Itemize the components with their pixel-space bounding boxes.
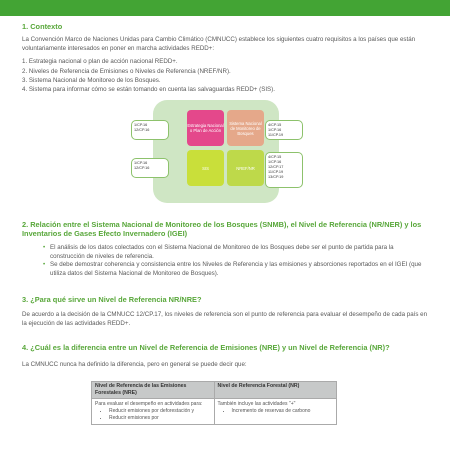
cell-intro: Para evaluar el desempeño en actividades para: [95, 401, 203, 407]
diagram-quadrant-snmb: Sistema Nacional de Monitoreo de Bosques [227, 110, 264, 146]
comparison-table [91, 381, 337, 425]
list-item: • El análisis de los datos colectados con el Sistema Nacional de Monitoreo de los Bosques debe ser el punto de partida para la construcción de niveles de referencia. [50, 244, 430, 261]
list-item: • Reducir emisiones por [109, 415, 211, 422]
table-header-row [92, 382, 337, 399]
diagram-side-label: 4/CP.15 1/CP.16 11/CP.19 [265, 120, 303, 140]
table-cell [214, 399, 337, 425]
cell-intro: También incluye las actividades "+" [217, 401, 296, 407]
table-header: Nivel de Referencia Forestal (NR) [214, 382, 337, 399]
section-1-intro: La Convención Marco de Naciones Unidas para Cambio Climático (CMNUCC) establece los siguientes cuatro requisitos a los países que están voluntariamente interesados en poner en marcha actividades REDD+: [22, 36, 416, 52]
diagram-quadrant-sis: SIS [187, 150, 224, 186]
list-item: 3. Sistema Nacional de Monitoreo de los Bosques. [22, 77, 161, 84]
list-item: • Reducir emisiones por deforestación y [109, 408, 211, 415]
section-difference [22, 343, 430, 370]
cell-list [95, 408, 211, 422]
section-purpose [22, 295, 430, 328]
table-header: Nivel de Referencia de las Emisiones Forestales (NRE) [92, 382, 215, 399]
cell-list [218, 408, 334, 415]
list-item: • Incremento de reservas de carbono [232, 408, 334, 415]
section-1-title: 1. Contexto [22, 22, 63, 31]
diagram-side-label: 1/CP.16 12/CP.16 [131, 158, 169, 178]
section-4-body: La CMNUCC nunca ha definido la diferencia, pero en general se puede decir que: [22, 361, 247, 368]
section-3-body: De acuerdo a la decisión de la CMNUCC 12/CP.17, los niveles de referencia son el punto de referencia para evaluar el desempeño de cada país en la ejecución de las actividades REDD+. [22, 311, 428, 327]
diagram-quadrant-nref: NREF/NR [227, 150, 264, 186]
redd-requirements-diagram [131, 100, 299, 203]
list-item: 2. Niveles de Referencia de Emisiones o Niveles de Referencia (NREF/NR). [22, 67, 231, 75]
list-item: 1. Estrategia nacional o plan de acción nacional REDD+. [22, 58, 178, 66]
relation-bullets [22, 244, 430, 278]
table-cell [92, 399, 215, 425]
list-item: • Se debe demostrar coherencia y consistencia entre los Niveles de Referencia y las emisiones y absorciones reportados en el IGEI (que utiliza datos del Sistema Nacional de Monitoreo de Bosques). [50, 261, 430, 278]
diagram-side-label: 4/CP.15 1/CP.16 12/CP.17 11/CP.19 13/CP.19 [265, 152, 303, 188]
section-4-title: 4. ¿Cuál es la diferencia entre un Nivel de Referencia de Emisiones (NRE) y un Nivel de Referencia (NR)? [22, 343, 390, 352]
diagram-side-label: 1/CP.16 12/CP.16 [131, 120, 169, 140]
section-2-title: 2. Relación entre el Sistema Nacional de Monitoreo de los Bosques (SNMB), el Nivel de Referencia (NR/NER) y los Inventarios de Gases Efecto Invernadero (IGEI) [22, 220, 422, 238]
section-relation [22, 220, 430, 278]
list-item: 4. Sistema para informar cómo se están tomando en cuenta las salvaguardas REDD+ (SIS). [22, 86, 275, 94]
table-row [92, 399, 337, 425]
header-bar [0, 0, 450, 16]
diagram-quadrant-strategy: Estrategia Nacional o Plan de Acción [187, 110, 224, 146]
section-context [22, 22, 430, 95]
section-3-title: 3. ¿Para qué sirve un Nivel de Referencia NR/NRE? [22, 295, 202, 304]
requirements-list [22, 57, 430, 95]
